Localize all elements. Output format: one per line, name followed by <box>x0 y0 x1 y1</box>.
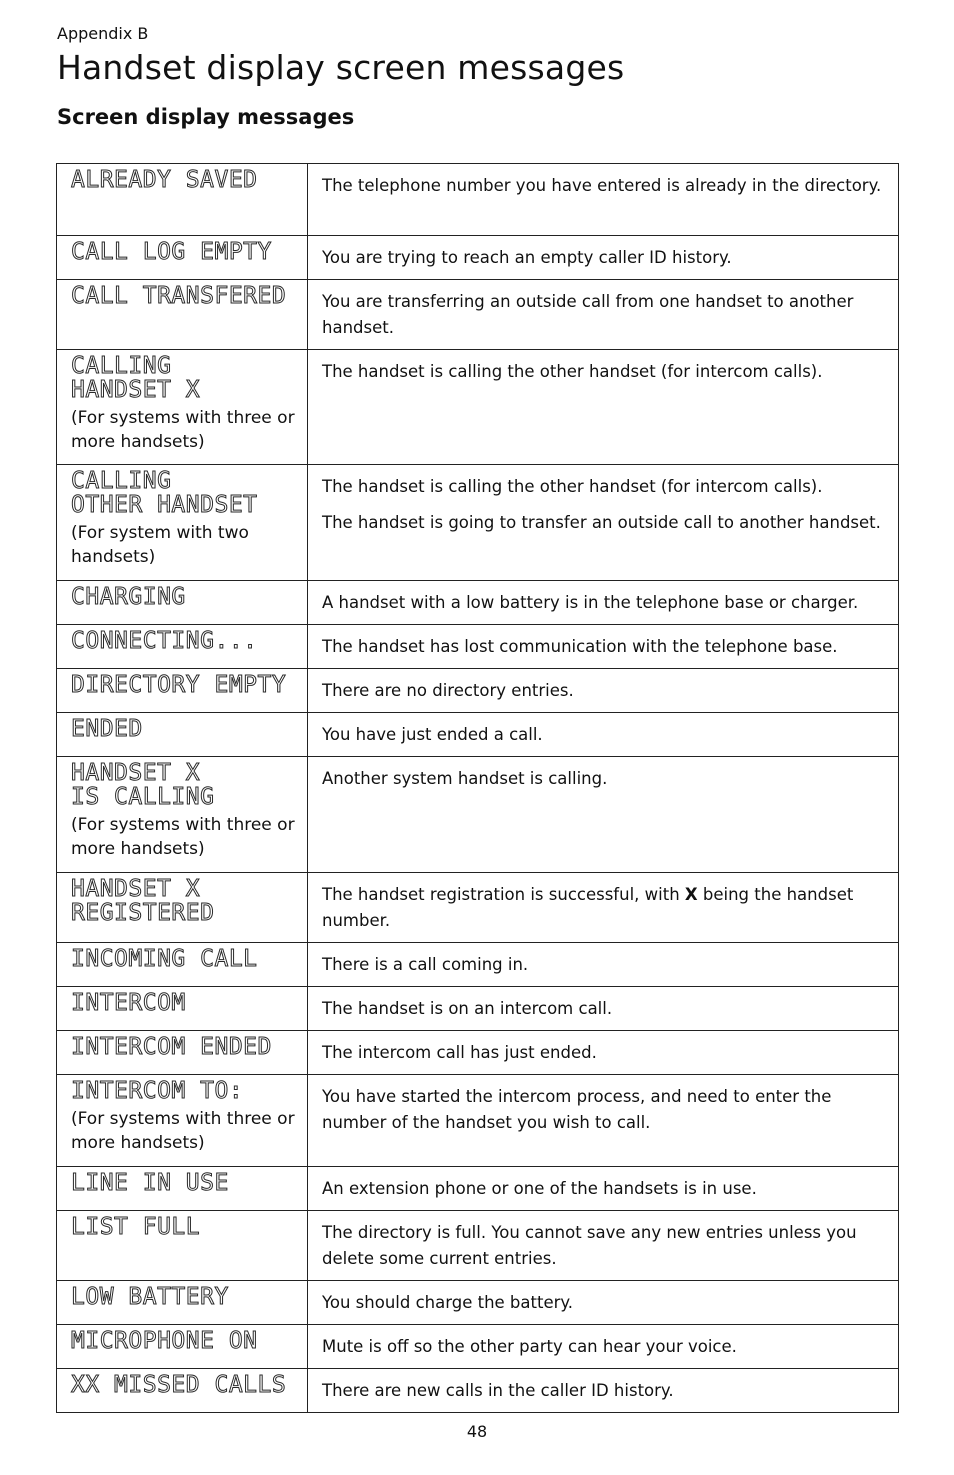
description-cell <box>308 1325 899 1369</box>
description-cell <box>308 280 899 350</box>
description-cell <box>308 757 899 873</box>
screen-message-cell <box>57 164 308 236</box>
screen-message-cell <box>57 943 308 987</box>
page-number: 48 <box>466 1422 488 1441</box>
screen-message-text: CALL LOG EMPTY <box>71 239 272 265</box>
screen-message-text: HANDSET X <box>71 760 201 786</box>
description-cell <box>308 625 899 669</box>
screen-message-text: HANDSET X <box>71 876 201 902</box>
screen-message-text: LOW BATTERY <box>71 1284 229 1310</box>
description-cell <box>308 1281 899 1325</box>
screen-message-text: DIRECTORY EMPTY <box>71 672 287 698</box>
screen-message-text: CONNECTING... <box>71 628 258 654</box>
description-text: The handset is calling the other handset (for intercom calls). <box>322 477 823 496</box>
description-text: You should charge the battery. <box>322 1293 574 1312</box>
table-row <box>57 713 899 757</box>
table-row <box>57 1325 899 1369</box>
screen-message-cell <box>57 625 308 669</box>
description-text: You have just ended a call. <box>322 725 543 744</box>
screen-message-cell <box>57 1031 308 1075</box>
description-text: You have started the intercom process, and need to enter the number of the handset you wish to call. <box>322 1087 832 1132</box>
screen-message-cell <box>57 987 308 1031</box>
description-text <box>322 882 888 934</box>
screen-message-cell <box>57 1281 308 1325</box>
screen-message-text: OTHER HANDSET <box>71 492 258 518</box>
table-row <box>57 1281 899 1325</box>
description-cell <box>308 1031 899 1075</box>
system-note: (For systems with three or more handsets) <box>71 1109 295 1153</box>
table-row <box>57 581 899 625</box>
description-text: Another system handset is calling. <box>322 769 608 788</box>
screen-message-text: INTERCOM ENDED <box>71 1034 272 1060</box>
screen-message-text: CALLING <box>71 353 172 379</box>
description-text: You are transferring an outside call from one handset to another handset. <box>322 292 854 337</box>
description-cell <box>308 943 899 987</box>
description-text: There are no directory entries. <box>322 681 574 700</box>
system-note: (For system with two handsets) <box>71 523 249 567</box>
screen-message-cell <box>57 1075 308 1167</box>
table-row <box>57 757 899 873</box>
screen-message-text: CALL TRANSFERED <box>71 283 287 309</box>
messages-table <box>56 163 899 1413</box>
description-cell <box>308 236 899 280</box>
description-text: The intercom call has just ended. <box>322 1043 597 1062</box>
description-text: The handset is calling the other handset (for intercom calls). <box>322 362 823 381</box>
system-note: (For systems with three or more handsets) <box>71 815 295 859</box>
screen-message-cell <box>57 1211 308 1281</box>
description-text: The directory is full. You cannot save any new entries unless you delete some current entries. <box>322 1223 857 1268</box>
screen-message-text: INTERCOM TO: <box>71 1078 244 1104</box>
description-text: Mute is off so the other party can hear your voice. <box>322 1337 737 1356</box>
description-text: A handset with a low battery is in the telephone base or charger. <box>322 593 859 612</box>
description-text: You are trying to reach an empty caller ID history. <box>322 248 732 267</box>
table-row <box>57 1031 899 1075</box>
description-text: The handset is on an intercom call. <box>322 999 613 1018</box>
screen-message-cell <box>57 236 308 280</box>
table-row <box>57 1075 899 1167</box>
description-cell <box>308 1075 899 1167</box>
screen-message-text: CHARGING <box>71 584 186 610</box>
screen-message-cell <box>57 1369 308 1413</box>
screen-message-text: MICROPHONE ON <box>71 1328 258 1354</box>
table-row <box>57 1167 899 1211</box>
section-heading: Screen display messages <box>57 105 355 129</box>
table-row <box>57 164 899 236</box>
description-emphasis: X <box>684 885 698 904</box>
description-text: An extension phone or one of the handsets is in use. <box>322 1179 757 1198</box>
table-row <box>57 350 899 465</box>
screen-message-text: XX MISSED CALLS <box>71 1372 287 1398</box>
description-cell <box>308 873 899 943</box>
description-cell <box>308 1369 899 1413</box>
screen-message-text: INTERCOM <box>71 990 186 1016</box>
screen-message-text: CALLING <box>71 468 172 494</box>
table-row <box>57 873 899 943</box>
table-row <box>57 987 899 1031</box>
description-cell <box>308 164 899 236</box>
screen-message-text: ALREADY SAVED <box>71 167 258 193</box>
page-title: Handset display screen messages <box>57 48 625 87</box>
screen-message-text: LIST FULL <box>71 1214 201 1240</box>
screen-message-text: LINE IN USE <box>71 1170 229 1196</box>
table-row <box>57 465 899 581</box>
messages-table-body <box>57 164 899 1413</box>
description-text: The handset has lost communication with the telephone base. <box>322 637 838 656</box>
system-note: (For systems with three or more handsets) <box>71 408 295 452</box>
description-cell <box>308 669 899 713</box>
screen-message-text: IS CALLING <box>71 784 215 810</box>
table-row <box>57 1369 899 1413</box>
screen-message-cell <box>57 465 308 581</box>
table-row <box>57 625 899 669</box>
screen-message-text: ENDED <box>71 716 143 742</box>
description-text: The handset is going to transfer an outside call to another handset. <box>322 513 881 532</box>
description-text: The telephone number you have entered is already in the directory. <box>322 176 882 195</box>
description-text: There are new calls in the caller ID history. <box>322 1381 674 1400</box>
description-text: There is a call coming in. <box>322 955 529 974</box>
appendix-label: Appendix B <box>57 24 149 43</box>
screen-message-cell <box>57 873 308 943</box>
table-row <box>57 1211 899 1281</box>
screen-message-cell <box>57 350 308 465</box>
description-cell <box>308 1211 899 1281</box>
description-cell <box>308 1167 899 1211</box>
description-cell <box>308 350 899 465</box>
description-fragment: The handset registration is successful, with <box>322 885 685 904</box>
screen-message-cell <box>57 1325 308 1369</box>
screen-message-cell <box>57 669 308 713</box>
description-cell <box>308 465 899 581</box>
screen-message-cell <box>57 757 308 873</box>
screen-message-cell <box>57 581 308 625</box>
table-row <box>57 280 899 350</box>
screen-message-text: INCOMING CALL <box>71 946 258 972</box>
screen-message-cell <box>57 280 308 350</box>
description-cell <box>308 987 899 1031</box>
table-row <box>57 669 899 713</box>
description-cell <box>308 581 899 625</box>
description-cell <box>308 713 899 757</box>
screen-message-cell <box>57 713 308 757</box>
table-row <box>57 943 899 987</box>
screen-message-text: REGISTERED <box>71 900 215 926</box>
screen-message-text: HANDSET X <box>71 377 201 403</box>
screen-message-cell <box>57 1167 308 1211</box>
description-fragment: being the handset number. <box>322 885 854 930</box>
table-row <box>57 236 899 280</box>
